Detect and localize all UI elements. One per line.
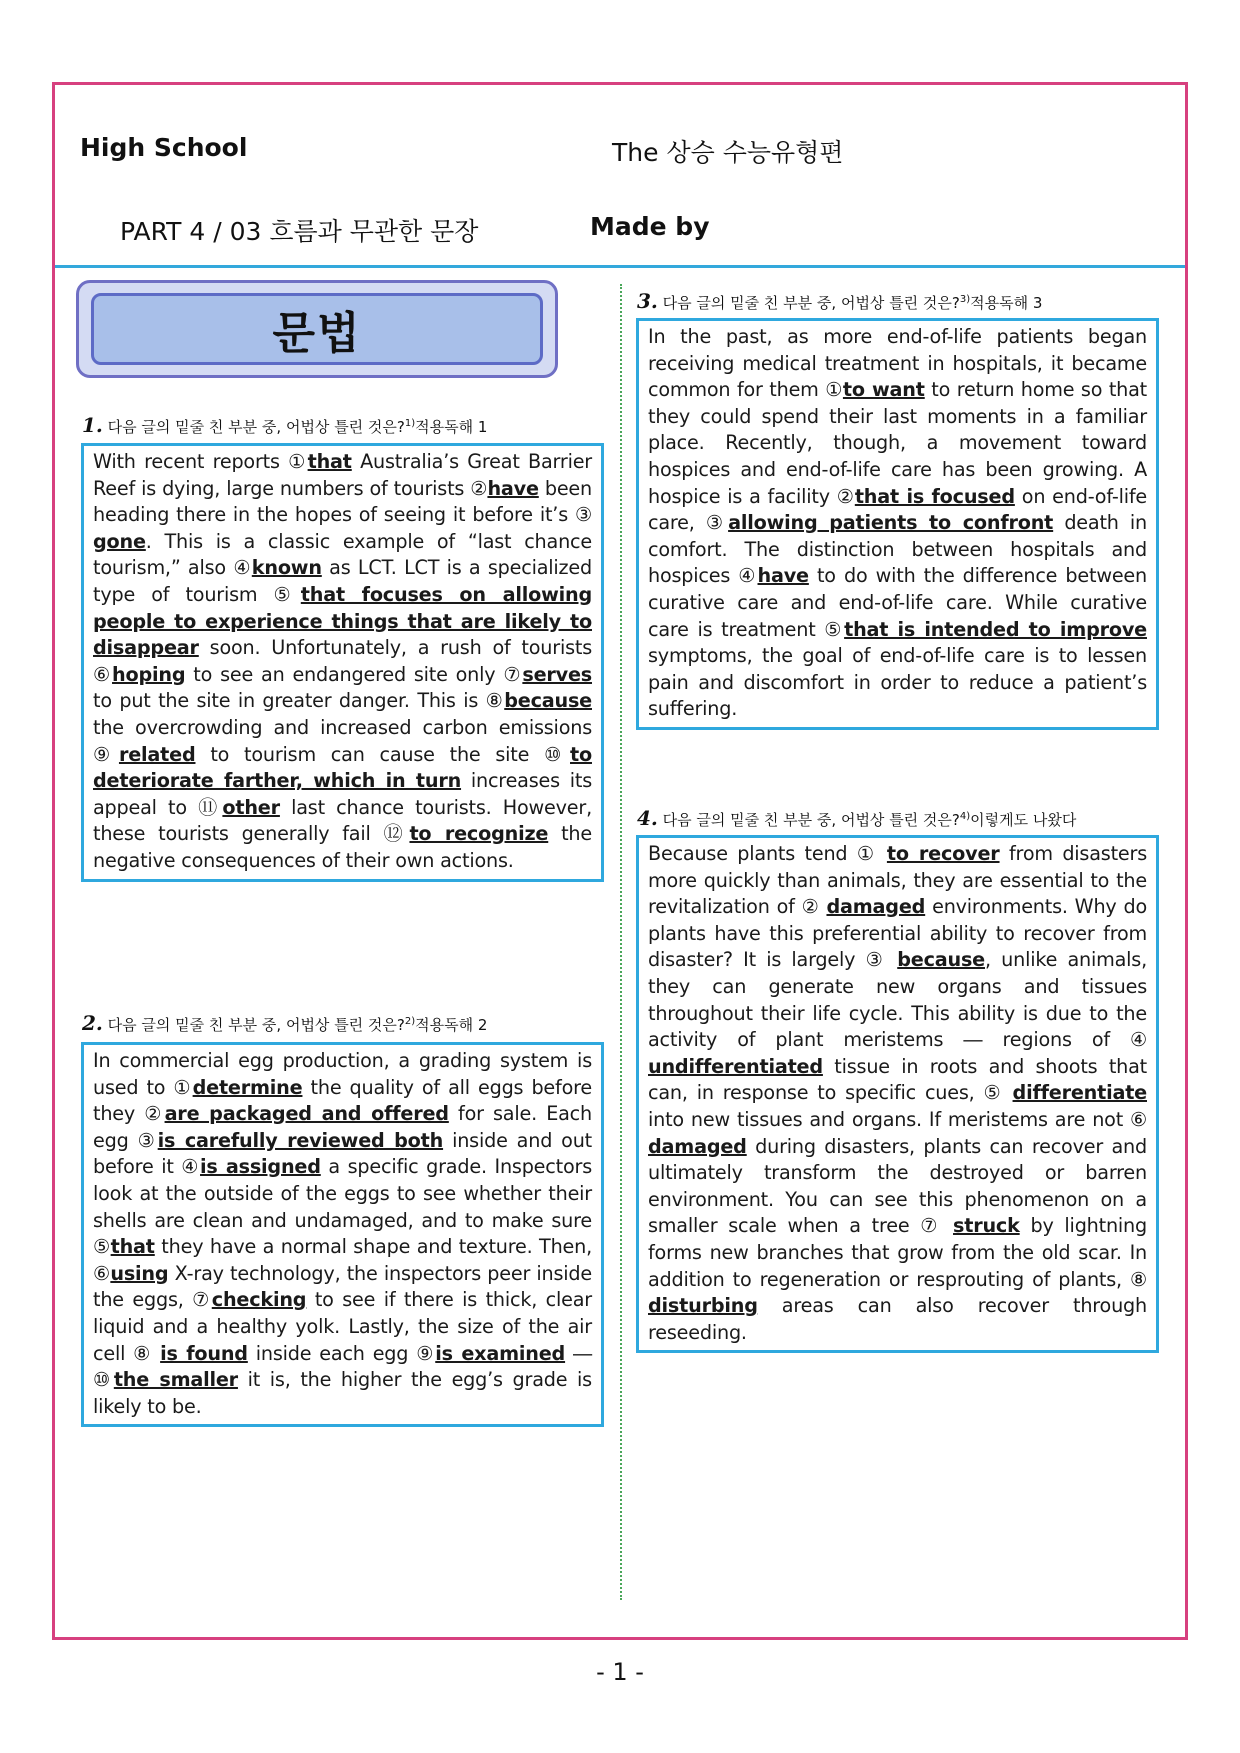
underlined-choice: because xyxy=(897,948,985,972)
footnote-mark: 3) xyxy=(959,294,971,305)
underlined-choice: have xyxy=(757,564,809,588)
passage-text: increases its appeal to ⑪ xyxy=(93,769,592,819)
passage-text: it is, the higher the egg’s grade is likely to be. xyxy=(93,1368,592,1418)
part-title: PART 4 / 03 흐름과 무관한 문장 xyxy=(120,217,479,246)
underlined-choice: disturbing xyxy=(648,1294,758,1318)
made-by-label: Made by xyxy=(590,212,710,241)
question-source: 적용독해 1 xyxy=(415,418,488,436)
passage-text: In the past, as more end-of-life patients began receiving medical treatment in hospitals, it became common for them ① xyxy=(648,325,1147,402)
passage-text: to tourism can cause the site ⑩ xyxy=(195,742,571,766)
underlined-choice: determine xyxy=(192,1075,303,1099)
question-number: 2. xyxy=(82,1011,103,1035)
passage-text: to do with the difference between curative care and end-of-life care. While curative care is treatment ⑤ xyxy=(648,564,1147,641)
passage-text: into new tissues and organs. If meristems are not ⑥ xyxy=(648,1107,1147,1131)
question-prompt: 다음 글의 밑줄 친 부분 중, 어법상 틀린 것은? xyxy=(107,418,405,436)
passage-text: symptoms, the goal of end-of-life care is to lessen pain and discomfort in order to reduce a patient’s suffering. xyxy=(648,644,1147,721)
question-source: 적용독해 2 xyxy=(415,1016,488,1034)
underlined-choice: undifferentiated xyxy=(648,1054,823,1078)
passage-text: X-ray technology, the inspectors peer inside the eggs, ⑦ xyxy=(93,1261,592,1312)
question-source: 이렇게도 나왔다 xyxy=(970,811,1077,829)
underlined-choice: hoping xyxy=(112,662,186,686)
passage-text: In commercial egg production, a grading system is used to ① xyxy=(93,1049,592,1099)
passage-text: for sale. Each egg ③ xyxy=(93,1102,592,1152)
footnote-mark: 4) xyxy=(959,811,971,822)
passage-text: by lightning forms new branches that grow from the old scar. In addition to regeneration or resprouting of plants, ⑧ xyxy=(648,1214,1147,1291)
passage-text: ② xyxy=(470,476,488,500)
passage-text: inside each egg ⑨ xyxy=(247,1341,436,1365)
passage-text: been heading there in the hopes of seeing it before it’s ③ xyxy=(93,476,592,527)
underlined-choice: to want xyxy=(842,378,925,402)
underlined-choice: related xyxy=(118,742,196,766)
question-number: 3. xyxy=(637,289,658,313)
passage-text: tissue in roots and shoots that can, in response to specific cues, ⑤ xyxy=(648,1054,1147,1105)
underlined-choice: that xyxy=(307,450,352,473)
underlined-choice: damaged xyxy=(826,895,926,919)
underlined-choice: allowing patients to confront xyxy=(728,511,1054,535)
passage-text: a specific grade. Inspectors look at the outside of the eggs to see whether their shells are clean and undamaged, and to make sure ⑤ xyxy=(93,1155,592,1259)
question-prompt: 다음 글의 밑줄 친 부분 중, 어법상 틀린 것은? xyxy=(107,1016,405,1034)
underlined-choice: have xyxy=(487,476,539,500)
underlined-choice: because xyxy=(504,689,592,713)
underlined-choice: that is focused xyxy=(854,484,1015,508)
passage-text: environments. Why do plants have this preferential ability to recover from disaster? It is largely ③ xyxy=(648,895,1147,972)
passage-text: ① xyxy=(288,450,308,473)
school-label: High School xyxy=(80,133,248,162)
passage-text: , unlike animals, they can generate new organs and tissues throughout their life cycle. This ability is due to the activity of plant meristems ― regions of ④ xyxy=(648,948,1147,1052)
passage-text: from disasters more quickly than animals, they are essential to the revitalization of ② xyxy=(648,842,1147,919)
underlined-choice: that focuses on allowing people to experience things that are likely to disappear xyxy=(93,582,592,660)
underlined-choice: is carefully reviewed both xyxy=(157,1128,444,1152)
question-passage-4 xyxy=(636,835,1159,1353)
footnote-mark: 2) xyxy=(404,1016,416,1027)
passage-text: the negative consequences of their own actions. xyxy=(93,822,593,872)
question-prompt: 다음 글의 밑줄 친 부분 중, 어법상 틀린 것은? xyxy=(662,811,960,829)
passage-text: Because plants tend ① xyxy=(648,842,887,865)
question-header-4 xyxy=(637,806,1076,830)
question-number: 1. xyxy=(82,413,103,437)
header-divider xyxy=(55,265,1185,268)
question-passage-1 xyxy=(81,443,604,882)
underlined-choice: struck xyxy=(953,1214,1020,1238)
passage-text: to see if there is thick, clear liquid and a healthy yolk. Lastly, the size of the air cell ⑧ xyxy=(93,1288,592,1365)
section-title-banner xyxy=(76,280,558,378)
underlined-choice: is assigned xyxy=(200,1155,321,1179)
underlined-choice: is found xyxy=(160,1341,248,1365)
passage-text: as LCT. LCT is a specialized type of tourism ⑤ xyxy=(93,556,592,606)
underlined-choice: is examined xyxy=(435,1341,566,1365)
underlined-choice: damaged xyxy=(648,1134,747,1158)
passage-text: death in comfort. The distinction between hospitals and hospices ④ xyxy=(648,511,1147,588)
passage-text: the overcrowding and increased carbon emissions ⑨ xyxy=(93,715,592,766)
underlined-choice: that xyxy=(110,1235,155,1259)
underlined-choice: gone xyxy=(93,529,146,553)
passage-text: to put the site in greater danger. This is ⑧ xyxy=(93,689,505,713)
underlined-choice: to deteriorate farther, which in turn xyxy=(93,742,592,793)
underlined-choice: differentiate xyxy=(1012,1081,1147,1105)
underlined-choice: to recover xyxy=(886,842,1000,865)
passage-text: they have a normal shape and texture. Then, ⑥ xyxy=(93,1235,592,1285)
underlined-choice: known xyxy=(251,556,322,580)
underlined-choice: the smaller xyxy=(113,1368,238,1392)
passage-text: . This is a classic example of “last chance tourism,” also ④ xyxy=(93,529,592,580)
question-header-3 xyxy=(637,289,1042,313)
passage-text: Australia’s Great Barrier Reef is dying, large numbers of tourists xyxy=(93,450,592,500)
underlined-choice: to recognize xyxy=(409,822,549,846)
passage-text: With recent reports xyxy=(93,450,289,473)
underlined-choice: checking xyxy=(211,1288,307,1312)
underlined-choice: serves xyxy=(522,662,592,686)
footnote-mark: 1) xyxy=(404,418,416,429)
passage-text: areas can also recover through reseeding. xyxy=(648,1294,1147,1344)
section-title-inner xyxy=(91,293,543,365)
passage-text: soon. Unfortunately, a rush of tourists ⑥ xyxy=(93,636,592,686)
underlined-choice: using xyxy=(110,1261,169,1285)
underlined-choice: other xyxy=(222,795,280,819)
question-source: 적용독해 3 xyxy=(970,294,1043,312)
book-title: The 상승 수능유형편 xyxy=(612,138,844,167)
question-passage-2 xyxy=(81,1042,604,1427)
question-prompt: 다음 글의 밑줄 친 부분 중, 어법상 틀린 것은? xyxy=(662,294,960,312)
page-number: - 1 - xyxy=(596,1658,644,1686)
passage-text: inside and out before it ④ xyxy=(93,1128,592,1179)
question-header-2 xyxy=(82,1011,487,1035)
passage-text: to return home so that they could spend their last moments in a familiar place. Recently, though, a movement toward hospices and end-of-life care has been growing. A hospice is a facility ② xyxy=(648,378,1148,508)
question-passage-3 xyxy=(636,318,1159,730)
section-title: 문법 xyxy=(272,308,362,359)
passage-text: last chance tourists. However, these tourists generally fail ⑫ xyxy=(93,795,592,846)
underlined-choice: that is intended to improve xyxy=(844,617,1147,641)
passage-text: ― ⑩ xyxy=(93,1341,592,1392)
question-number: 4. xyxy=(637,806,658,830)
passage-text: the quality of all eggs before they ② xyxy=(93,1075,592,1126)
passage-text: to see an endangered site only ⑦ xyxy=(185,662,523,686)
question-header-1 xyxy=(82,413,487,437)
passage-text: during disasters, plants can recover and ultimately transform the destroyed or barren environment. You can see this phenomenon on a smaller scale when a tree ⑦ xyxy=(648,1134,1147,1238)
column-divider xyxy=(620,284,622,1600)
passage-text: on end-of-life care, ③ xyxy=(648,484,1147,535)
underlined-choice: are packaged and offered xyxy=(164,1102,449,1126)
